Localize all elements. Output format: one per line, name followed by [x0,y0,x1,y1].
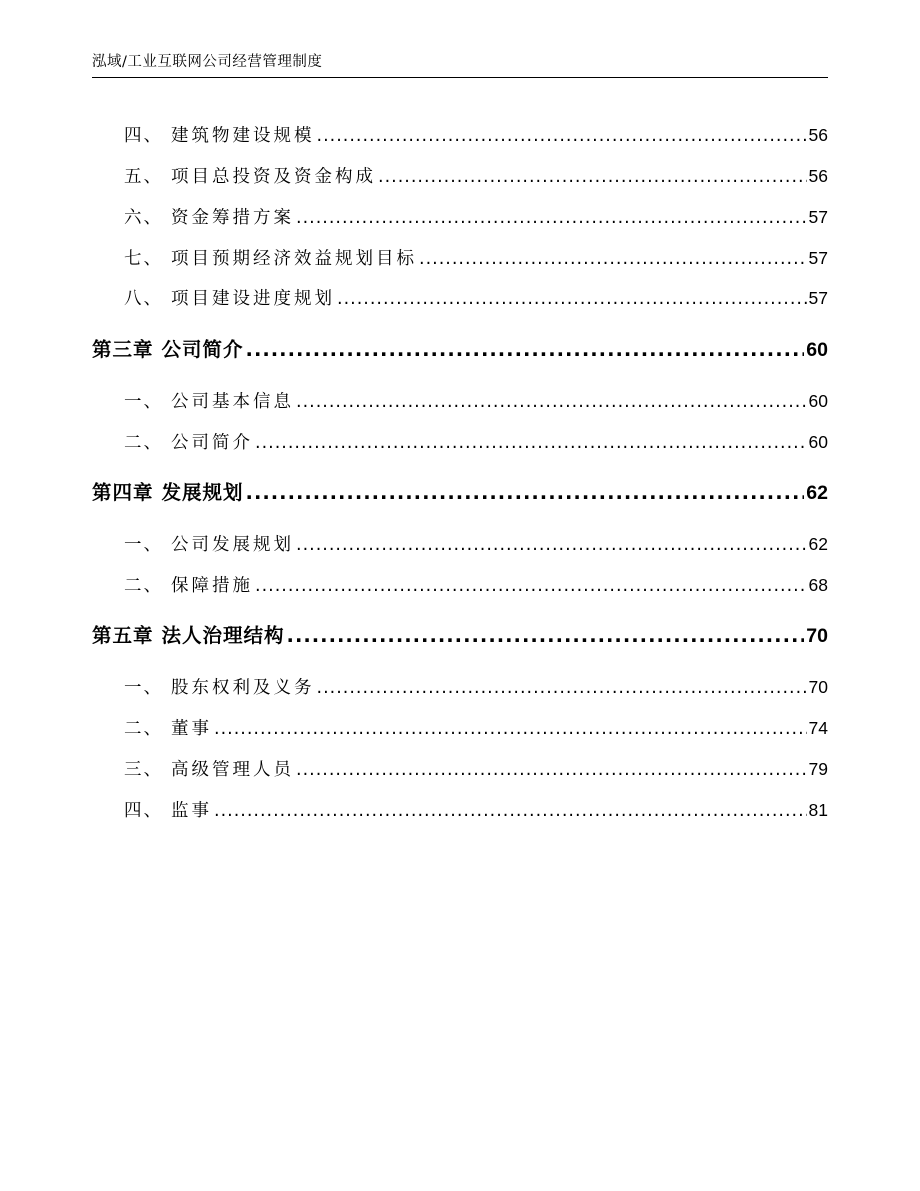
toc-entry-number: 六、 [124,208,163,228]
toc-dot-leader [296,758,807,782]
toc-entry-number: 五、 [124,167,163,187]
toc-entry-number: 三、 [124,760,163,780]
toc-entry-title: 资金筹措方案 [171,208,294,228]
toc-entry[interactable] [124,430,828,455]
toc-entry[interactable] [124,532,828,557]
toc-entry-title: 高级管理人员 [171,760,294,780]
toc-dot-leader [296,206,807,230]
toc-entry[interactable] [124,757,828,782]
toc-dot-leader [287,623,805,649]
toc-entry[interactable] [124,716,828,741]
toc-dot-leader [214,717,807,741]
toc-dot-leader [246,480,805,506]
toc-entry-number: 二、 [124,576,163,596]
toc-entry-number: 一、 [124,678,163,698]
toc-entry-page: 56 [808,166,828,186]
toc-entry-page: 70 [808,677,828,697]
toc-entry-number: 四、 [124,801,163,821]
toc-entry[interactable] [124,798,828,823]
toc-entry-page: 81 [808,800,828,820]
toc-chapter-page: 70 [806,625,828,647]
toc-entry-number: 一、 [124,392,163,412]
toc-chapter-number: 第五章 [92,624,154,647]
toc-chapter-entry[interactable] [92,337,828,363]
toc-entry-title: 公司基本信息 [171,392,294,412]
toc-chapter-title: 法人治理结构 [161,624,285,647]
toc-chapter-entry[interactable] [92,480,828,506]
toc-dot-leader [337,287,807,311]
toc-chapter-number: 第三章 [92,338,154,361]
toc-dot-leader [296,533,807,557]
toc-chapter-title: 发展规划 [161,481,244,504]
toc-entry[interactable] [124,164,828,189]
toc-chapter-title: 公司简介 [161,338,244,361]
toc-entry-page: 56 [808,125,828,145]
toc-entry[interactable] [124,573,828,598]
toc-entry-page: 74 [808,718,828,738]
running-header: 泓域/工业互联网公司经营管理制度 [92,54,323,70]
toc-entry-number: 二、 [124,719,163,739]
toc-chapter-number: 第四章 [92,481,154,504]
toc-entry-page: 79 [808,759,828,779]
toc-entry-title: 项目建设进度规划 [171,289,335,309]
toc-entry-page: 57 [808,248,828,268]
toc-entry[interactable] [124,389,828,414]
toc-entry[interactable] [124,675,828,700]
toc-entry-number: 一、 [124,535,163,555]
toc-entry-page: 68 [808,575,828,595]
toc-entry-title: 建筑物建设规模 [171,126,315,146]
toc-entry-number: 八、 [124,289,163,309]
toc-entry[interactable] [124,246,828,271]
toc-entry-title: 监事 [171,801,212,821]
toc-dot-leader [214,799,807,823]
toc-entry-title: 公司发展规划 [171,535,294,555]
toc-entry-page: 60 [808,391,828,411]
toc-entry-number: 二、 [124,433,163,453]
toc-entry[interactable] [124,123,828,148]
toc-dot-leader [296,390,807,414]
toc-entry[interactable] [124,286,828,311]
toc-chapter-page: 60 [806,339,828,361]
toc-entry-number: 四、 [124,126,163,146]
toc-entry-page: 57 [808,207,828,227]
toc-entry-page: 60 [808,432,828,452]
toc-dot-leader [246,337,805,363]
toc-entry-title: 项目预期经济效益规划目标 [171,249,417,269]
toc-entry-title: 董事 [171,719,212,739]
toc-entry-title: 股东权利及义务 [171,678,315,698]
toc-dot-leader [419,247,807,271]
toc-dot-leader [255,574,807,598]
toc-entry-title: 保障措施 [171,576,253,596]
toc-dot-leader [317,124,807,148]
toc-entry-page: 62 [808,534,828,554]
toc-entry[interactable] [124,205,828,230]
toc-chapter-entry[interactable] [92,623,828,649]
toc-chapter-page: 62 [806,482,828,504]
toc-dot-leader [255,431,807,455]
toc-entry-title: 公司简介 [171,433,253,453]
toc-entry-page: 57 [808,288,828,308]
toc-entry-number: 七、 [124,249,163,269]
header-rule [92,77,828,78]
toc-dot-leader [378,165,807,189]
toc-dot-leader [317,676,807,700]
toc-entry-title: 项目总投资及资金构成 [171,167,376,187]
